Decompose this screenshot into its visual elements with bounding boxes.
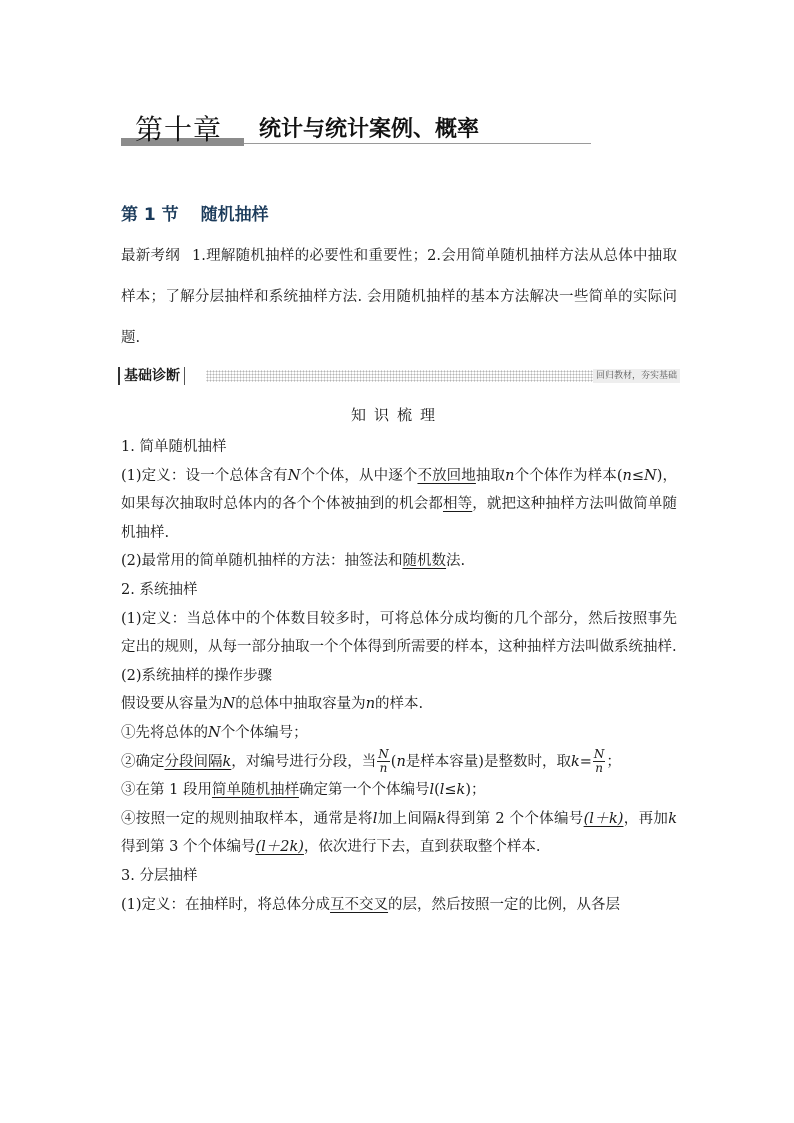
step-1: ①先将总体的N个个体编号；	[121, 724, 308, 741]
step-4: ④按照一定的规则抽取样本，通常是将l加上间隔k得到第 2 个个体编号(l＋k)，再加k得到第 3 个个体编号(l＋2k)，依次进行下去，直到获取整个样本.	[121, 810, 678, 856]
band-tagline: 回归教材，夯实基础	[593, 369, 680, 383]
step-3: ③在第 1 段用简单随机抽样确定第一个个体编号l(l≤k)；	[121, 782, 486, 799]
syllabus-label: 最新考纲	[121, 248, 181, 264]
paragraph-steps-title: (2)系统抽样的操作步骤	[121, 667, 273, 684]
content-body	[121, 433, 677, 919]
paragraph-definition-2: (1)定义：当总体中的个体数目较多时，可将总体分成均衡的几个部分，然后按照事先定出的规则，从每一部分抽取一个个体得到所需要的样本，这种抽样方法叫做系统抽样.	[121, 610, 677, 656]
syllabus-paragraph	[121, 236, 677, 359]
heading-simple-random: 1. 简单随机抽样	[121, 439, 227, 455]
paragraph-assumption: 假设要从容量为N的总体中抽取容量为n的样本.	[121, 696, 424, 713]
chapter-number: 第十章	[135, 113, 223, 146]
fraction-N-over-n: $\frac{N}{n}$	[378, 747, 389, 776]
band-label: 基础诊断	[118, 367, 185, 385]
basic-diagnosis-band	[118, 367, 680, 385]
paragraph-methods: (2)最常用的简单随机抽样的方法：抽签法和随机数法.	[121, 553, 466, 570]
chapter-header	[121, 108, 591, 148]
section-number: 第 1 节	[121, 205, 179, 225]
band-dotted-fill	[206, 370, 596, 382]
knowledge-heading: 知识梳理	[350, 406, 443, 424]
step-2: ②确定分段间隔k，对编号进行分段，当 $\frac{N}{n}$ (n是样本容量)是整数时，取k= $\frac{N}{n}$ ；	[121, 747, 621, 776]
syllabus-text: 1.理解随机抽样的必要性和重要性；2.会用简单随机抽样方法从总体中抽取样本；了解分层抽样和系统抽样方法. 会用随机抽样的基本方法解决一些简单的实际问题.	[121, 248, 678, 346]
chapter-rule	[244, 143, 591, 144]
paragraph-definition-3: (1)定义：在抽样时，将总体分成互不交叉的层，然后按照一定的比例，从各层	[121, 896, 621, 913]
heading-systematic: 2. 系统抽样	[121, 581, 198, 598]
chapter-title: 统计与统计案例、概率	[259, 117, 480, 142]
section-heading	[121, 200, 269, 225]
fraction-k-value: $\frac{N}{n}$	[593, 747, 605, 776]
section-title: 随机抽样	[200, 205, 269, 225]
heading-stratified: 3. 分层抽样	[121, 867, 198, 884]
paragraph-definition-1: (1)定义：设一个总体含有N个个体，从中逐个不放回地抽取n个个体作为样本(n≤N)，如果每次抽取时总体内的各个个体被抽到的机会都相等，就把这种抽样方法叫做简单随机抽样.	[121, 467, 678, 541]
